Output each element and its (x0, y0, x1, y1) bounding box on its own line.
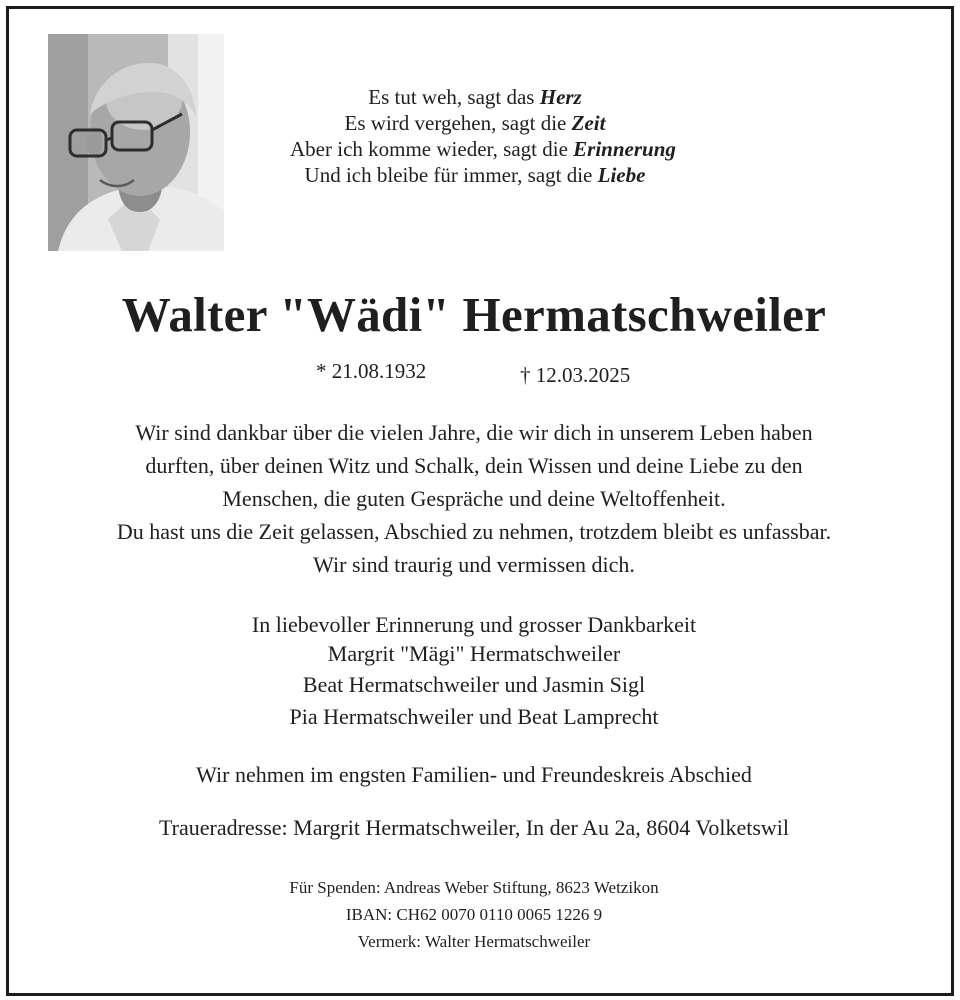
donation-info (0, 874, 948, 955)
family-section (0, 611, 948, 733)
poem-line: Und ich bleibe für immer, sagt die Liebe (304, 163, 646, 187)
tribute-line: Wir sind traurig und vermissen dich. (313, 552, 635, 577)
donation-note: Vermerk: Walter Hermatschweiler (357, 932, 591, 951)
poem-emphasis: Zeit (571, 111, 606, 135)
farewell-text: Wir nehmen im engsten Familien- und Freundeskreis Abschied (196, 762, 752, 787)
tribute-line: Du hast uns die Zeit gelassen, Abschied zu nehmen, trotzdem bleibt es unfassbar. (116, 519, 832, 544)
tribute-line: Menschen, die guten Gespräche und deine Weltoffenheit. (222, 486, 726, 511)
tribute-text (0, 416, 948, 581)
poem-line: Es tut weh, sagt das Herz (368, 85, 582, 109)
family-member: Beat Hermatschweiler und Jasmin Sigl (302, 672, 646, 697)
poem-line: Es wird vergehen, sagt die Zeit (344, 111, 606, 135)
tribute-line: durften, über deinen Witz und Schalk, dein Wissen und deine Liebe zu den (145, 453, 803, 478)
family-member: Margrit "Mägi" Hermatschweiler (327, 641, 621, 666)
poem-line: Aber ich komme wieder, sagt die Erinnerung (290, 137, 676, 161)
family-member: Pia Hermatschweiler und Beat Lamprecht (289, 704, 659, 729)
family-intro: In liebevoller Erinnerung und grosser Dankbarkeit (251, 612, 697, 637)
donation-iban: IBAN: CH62 0070 0110 0065 1226 9 (345, 905, 603, 924)
deceased-name: Walter "Wädi" Hermatschweiler (121, 287, 827, 342)
death-date: † 12.03.2025 (520, 363, 631, 387)
birth-date: * 21.08.1932 (316, 359, 427, 383)
poem-emphasis: Herz (539, 85, 582, 109)
donation-line: Für Spenden: Andreas Weber Stiftung, 8623 Wetzikon (289, 878, 659, 897)
poem-emphasis: Liebe (597, 163, 646, 187)
portrait-photo (48, 34, 224, 251)
tribute-line: Wir sind dankbar über die vielen Jahre, die wir dich in unserem Leben haben (135, 420, 813, 445)
mourning-address: Traueradresse: Margrit Hermatschweiler, In der Au 2a, 8604 Volketswil (158, 815, 790, 840)
poem-emphasis: Erinnerung (573, 137, 676, 161)
poem (290, 84, 676, 188)
